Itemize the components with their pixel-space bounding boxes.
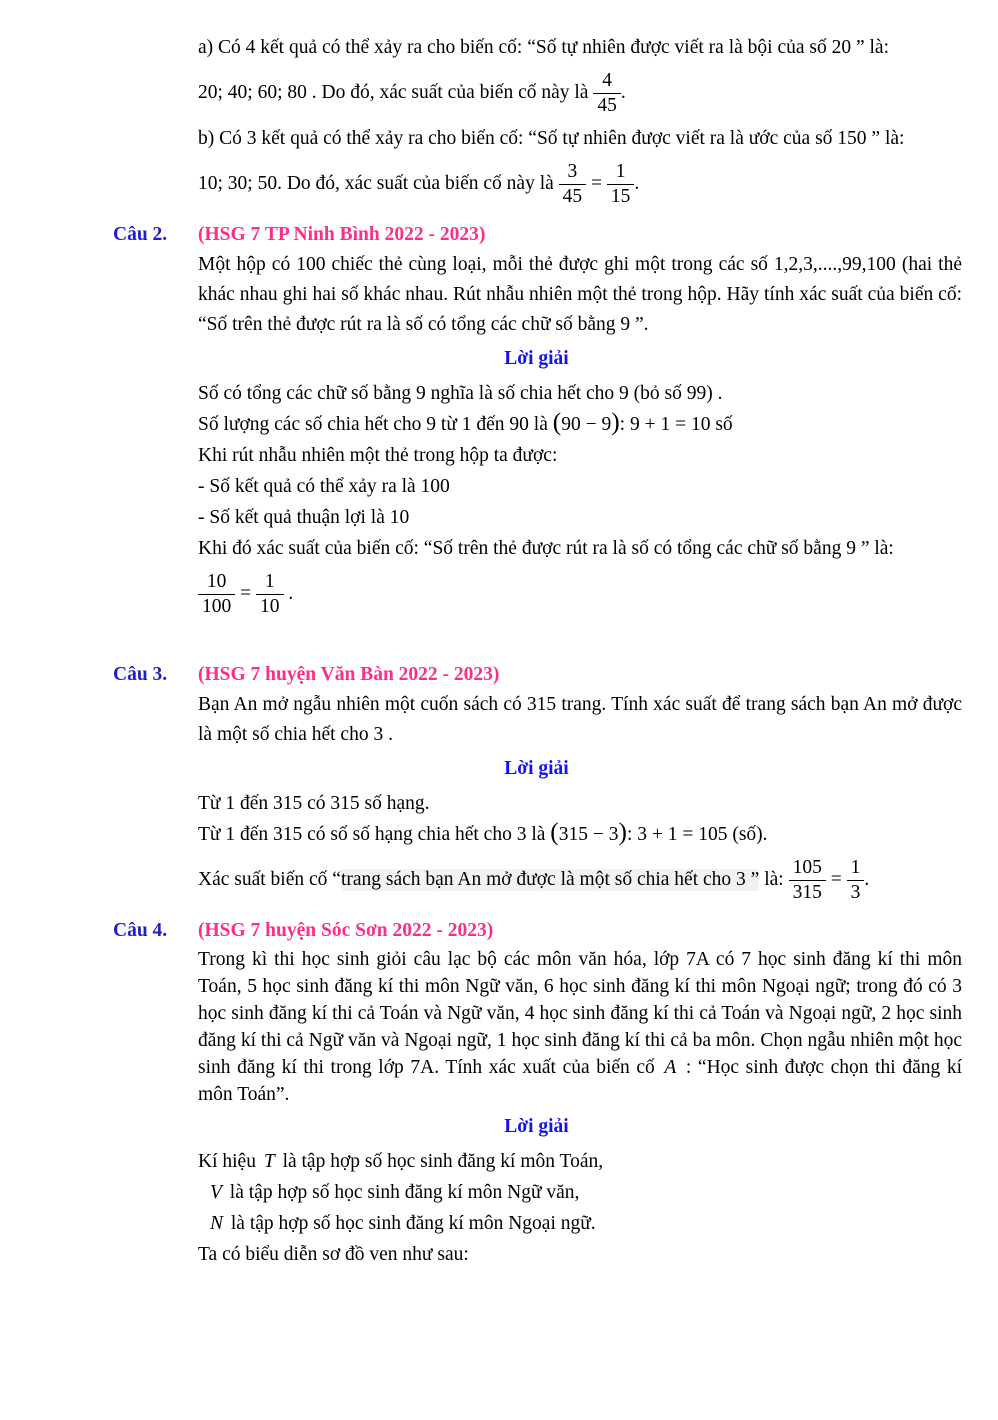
inline-fraction	[847, 856, 865, 905]
text-line	[198, 378, 960, 409]
text-run: .	[864, 869, 870, 890]
question-source: (HSG 7 huyện Sóc Sơn 2022 - 2023)	[198, 920, 494, 941]
text-run: Trong kì thi học sinh giỏi câu lạc bộ các môn văn hóa, lớp 7A có 7 học sinh đăng kí thi môn Toán, 5 học sinh đăng kí thi môn Ngữ văn, 6 học sinh đăng kí thi môn Ngoại ngữ; trong đó có 3 học sinh đăng kí thi cả Toán và Ngữ văn, 4 học sinh đăng kí thi cả Toán và Ngoại ngữ, 2 học sinh đăng kí thi cả Ngữ văn và Ngoại ngữ, 1 học sinh đăng kí thi cả ba môn. Chọn ngẫu nhiên một học sinh đăng kí thi trong lớp 7A. Tính xác xuất của biến cố	[198, 949, 962, 1078]
fraction-numerator: 105	[792, 856, 822, 878]
paragraph	[198, 946, 962, 1108]
text-run: Bạn An mở ngẫu nhiên một cuốn sách có 315 trang. Tính xác suất để trang sách bạn An mở được là một số chia hết cho 3 .	[198, 694, 962, 745]
fraction-denominator: 15	[607, 184, 635, 209]
text-run: Từ 1 đến 315 có số số hạng chia hết cho 3 là	[198, 824, 551, 845]
fraction-line	[198, 154, 960, 214]
paren: (	[552, 408, 562, 436]
solution-label: Lời giải	[504, 348, 569, 369]
text-line	[198, 471, 960, 502]
text-line	[198, 819, 960, 850]
fraction-denominator: 3	[847, 880, 865, 905]
text-run: a) Có 4 kết quả có thể xảy ra cho biến cố: “Số tự nhiên được viết ra là bội của số 20 ” là:	[198, 37, 889, 58]
paragraph	[198, 690, 962, 750]
text-run: Ta có biểu diễn sơ đồ ven như sau:	[198, 1244, 469, 1265]
question-header	[113, 220, 960, 250]
inline-fraction	[607, 160, 635, 209]
inline-fraction	[198, 570, 235, 619]
paren: )	[611, 408, 620, 436]
text-run: Số lượng các số chia hết cho 9 từ 1 đến 90 là	[198, 414, 553, 435]
text-line	[198, 502, 960, 533]
fraction-denominator: 10	[256, 594, 284, 619]
text-run: là:	[759, 869, 789, 890]
solution-label: Lời giải	[504, 1116, 569, 1137]
text-run: Kí hiệu	[198, 1151, 261, 1172]
text-run: là tập hợp số học sinh đăng kí môn Ngữ văn,	[224, 1182, 580, 1203]
inline-fraction	[559, 160, 587, 209]
math-variable: N	[210, 1213, 224, 1234]
math-variable: V	[210, 1182, 222, 1203]
fraction-denominator: 315	[789, 880, 826, 905]
text-line	[198, 533, 960, 564]
text-line	[198, 440, 960, 471]
text-run: : “Học sinh được chọn thi đăng kí môn Toán”.	[198, 1057, 962, 1105]
question-source: (HSG 7 TP Ninh Bình 2022 - 2023)	[198, 224, 486, 245]
text-run: 90 − 9	[561, 414, 612, 435]
text-run: Một hộp có 100 chiếc thẻ cùng loại, mỗi thẻ được ghi một trong các số 1,2,3,....,99,100 (hai thẻ khác nhau ghi hai số khác nhau. Rút nhẫu nhiên một thẻ trong hộp. Hãy tính xác suất của biến cố: “Số trên thẻ được rút ra là số có tổng các chữ số bằng 9 ”.	[198, 254, 962, 335]
fraction-numerator: 1	[850, 856, 861, 878]
fraction-denominator: 100	[198, 594, 235, 619]
text-run: =	[825, 869, 847, 890]
text-run: b) Có 3 kết quả có thể xảy ra cho biến cố: “Số tự nhiên được viết ra là ước của số 150 ” là:	[198, 128, 905, 149]
text-line	[198, 123, 960, 154]
question-number: Câu 4.	[113, 920, 168, 941]
paragraph	[198, 250, 962, 340]
inline-fraction	[789, 856, 826, 905]
text-run: =	[586, 173, 607, 194]
question-source: (HSG 7 huyện Văn Bàn 2022 - 2023)	[198, 664, 500, 685]
text-run: Từ 1 đến 315 có 315 số hạng.	[198, 793, 430, 814]
text-line	[207, 1177, 960, 1208]
math-variable: A	[664, 1057, 677, 1078]
text-run: : 3 + 1 = 105 (số).	[626, 824, 768, 845]
text-run: 315 − 3	[558, 824, 619, 845]
text-run: =	[235, 583, 256, 604]
math-variable: T	[263, 1151, 275, 1172]
inline-fraction	[256, 570, 284, 619]
fraction-numerator: 4	[602, 69, 612, 91]
fraction-line	[198, 63, 960, 123]
question-header	[113, 660, 960, 690]
text-run: Số có tổng các chữ số bằng 9 nghĩa là số chia hết cho 9 (bỏ số 99) .	[198, 383, 723, 404]
text-run: - Số kết quả có thể xảy ra là 100	[198, 476, 450, 497]
text-run: .	[634, 173, 640, 194]
fraction-numerator: 3	[567, 160, 578, 182]
text-run: .	[283, 583, 294, 604]
question-header	[113, 916, 960, 946]
question-number: Câu 3.	[113, 664, 168, 685]
text-run: là tập hợp số học sinh đăng kí môn Ngoại ngữ.	[226, 1213, 596, 1234]
fraction-denominator: 45	[559, 184, 587, 209]
text-run: Khi rút nhẫu nhiên một thẻ trong hộp ta được:	[198, 445, 558, 466]
fraction-line	[198, 564, 960, 624]
question-number: Câu 2.	[113, 224, 168, 245]
fraction-numerator: 1	[264, 570, 275, 592]
solution-label: Lời giải	[504, 758, 569, 779]
text-run: : 9 + 1 = 10 số	[619, 414, 733, 435]
text-line	[198, 1146, 960, 1177]
fraction-numerator: 10	[206, 570, 227, 592]
highlighted-text: trang sách bạn An mở được là một số chia hết cho 3 ”	[340, 869, 760, 890]
text-line	[207, 1208, 960, 1239]
paren: (	[550, 818, 559, 846]
text-run: Khi đó xác suất của biến cố: “Số trên thẻ được rút ra là số có tổng các chữ số bằng 9 ” là:	[198, 538, 894, 559]
text-run: Xác suất biến cố “	[198, 869, 341, 890]
spacer	[113, 624, 960, 654]
text-run: - Số kết quả thuận lợi là 10	[198, 507, 410, 528]
text-line	[198, 788, 960, 819]
fraction-line	[198, 850, 960, 910]
text-run: là tập hợp số học sinh đăng kí môn Toán,	[277, 1151, 604, 1172]
text-run: 10; 30; 50. Do đó, xác suất của biến cố này là	[198, 173, 559, 194]
text-run: 20; 40; 60; 80 . Do đó, xác suất của biến cố này là	[198, 82, 594, 103]
fraction-numerator: 1	[615, 160, 626, 182]
fraction-denominator: 45	[593, 93, 621, 118]
text-line	[198, 1239, 960, 1270]
text-line	[198, 409, 960, 440]
text-line	[198, 32, 960, 63]
inline-fraction	[593, 69, 621, 118]
text-run: .	[620, 82, 626, 103]
paren: )	[618, 818, 627, 846]
